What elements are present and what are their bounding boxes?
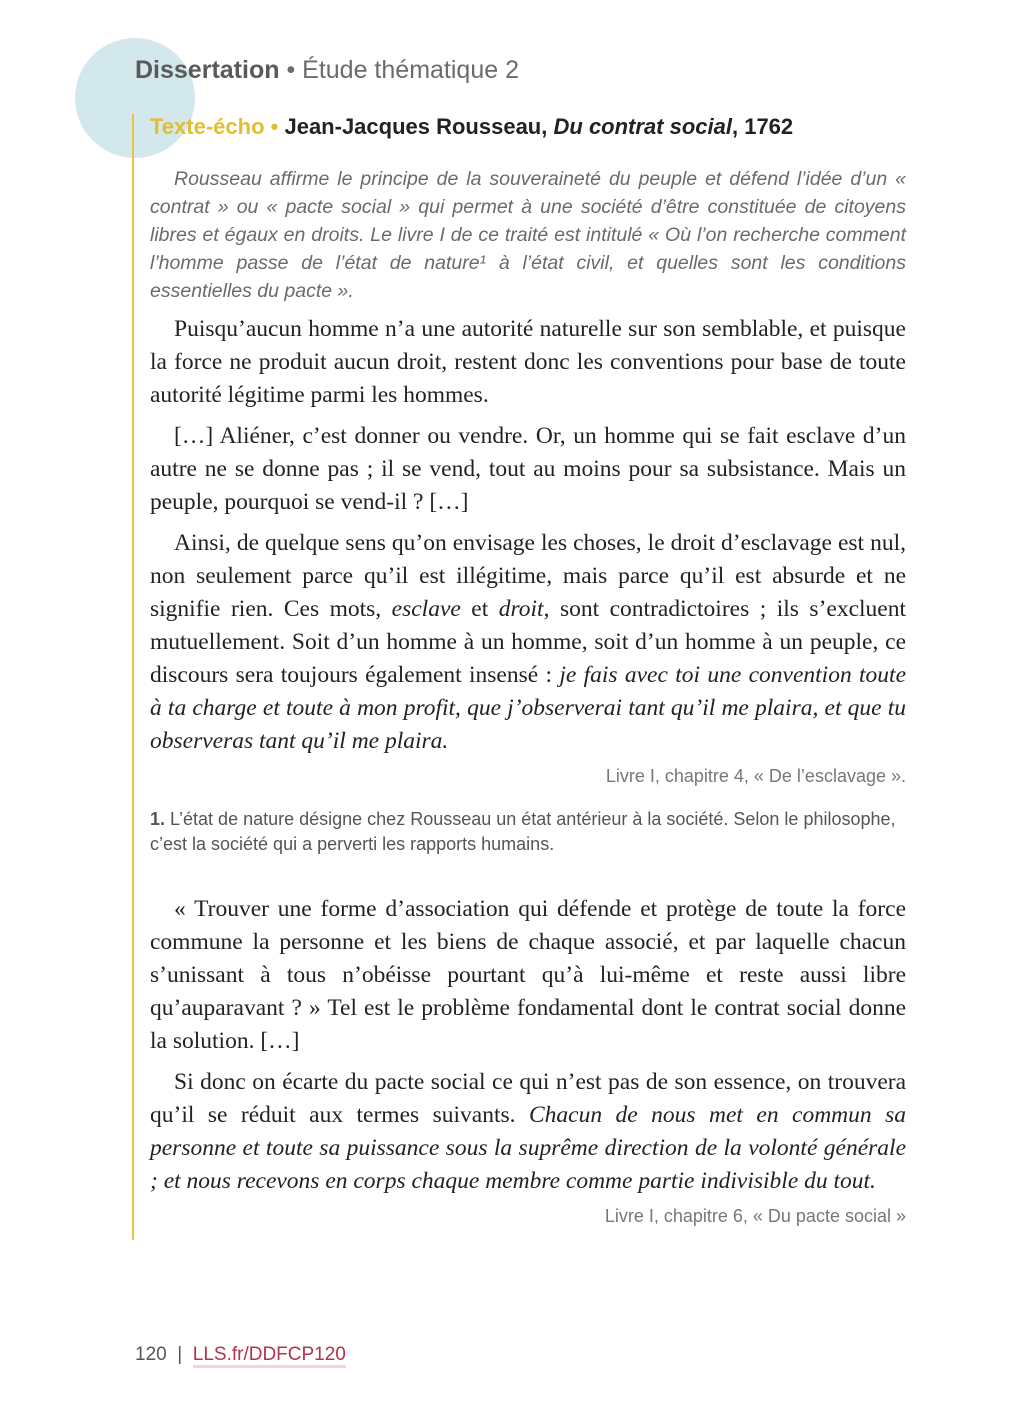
extract-1-source: Livre I, chapitre 4, « De l’esclavage ».	[605, 766, 906, 786]
title-year: , 1762	[731, 114, 794, 139]
text-run: , sont contradictoires ; ils s’excluent mutuellement. Soit d’un homme à un homme, soit d’un homme à un peuple, ce discours sera toujours également insensé :	[150, 596, 906, 688]
footnote-text: L’état de nature désigne chez Rousseau un état antérieur à la société. Selon le philosophe, c’est la société qui a perverti les rapports humains.	[150, 809, 896, 854]
italic-text: Chacun de nous met en commun sa personne et toute sa puissance sous la suprême direction de la volonté générale ; et nous recevons en corps chaque membre comme partie indivisible du tout.	[150, 1102, 906, 1194]
paragraph	[150, 420, 906, 519]
paragraph	[150, 527, 906, 758]
italic-text: droit	[498, 596, 544, 622]
subsection-label: Étude thématique 2	[302, 56, 519, 84]
title-work: Du contrat social	[553, 114, 732, 139]
paragraph	[150, 1066, 906, 1198]
text-run: […] Aliéner, c’est donner ou vendre. Or, un homme qui se fait esclave d’un autre ne se donne pas ; il se vend, tout au moins pour sa subsistance. Mais un peuple, pourquoi se vend-il ? […]	[150, 423, 906, 515]
footer-separator: |	[177, 1344, 183, 1365]
title-tag: Texte-écho	[150, 114, 265, 139]
paragraph	[150, 313, 906, 412]
text-run: Si donc on écarte du pacte social ce qui n’est pas de son essence, on trouvera qu’il se réduit aux termes suivants.	[150, 1069, 906, 1128]
footnote	[150, 807, 906, 857]
title-separator: •	[270, 114, 279, 139]
text-run: et	[460, 596, 499, 622]
title-author: Jean-Jacques Rousseau,	[284, 114, 548, 139]
italic-text: je fais avec toi une convention toute à ta charge et toute à mon profit, que j’observerai tant qu’il me plaira, et que tu observeras tant qu’il me plaira.	[150, 662, 906, 754]
page-number: 120	[135, 1344, 167, 1365]
page-header	[135, 56, 519, 85]
accent-bar	[132, 114, 134, 1240]
footnote-number: 1.	[150, 809, 166, 829]
paragraph	[150, 893, 906, 1058]
italic-text: esclave	[391, 596, 461, 622]
intro-text: Rousseau affirme le principe de la souveraineté du peuple et défend l’idée d’un « contrat » ou « pacte social » qui permet à une société d’être constituée de citoyens libres et égaux en droits. Le livre I de ce traité est intitulé « Où l’on recherche comment l’homme passe de l’état de nature¹ à l’état civil, et quelles sont les conditions essentielles du pacte ».	[150, 168, 906, 302]
text-run: « Trouver une forme d’association qui défende et protège de toute la force commune la personne et les biens de chaque associé, et par laquelle chacun s’unissant à tous n’obéisse pourtant qu’à lui-même et reste aussi libre qu’auparavant ? » Tel est le problème fondamental dont le contrat social donne la solution. […]	[150, 896, 906, 1054]
text-run: Ainsi, de quelque sens qu’on envisage les choses, le droit d’esclavage est nul, non seulement parce qu’il est illégitime, mais parce qu’il est absurde et ne signifie rien. Ces mots,	[150, 530, 906, 622]
extract-1	[150, 313, 906, 758]
header-separator: •	[286, 56, 296, 84]
extract-2-source: Livre I, chapitre 6, « Du pacte social »	[604, 1206, 906, 1226]
section-label: Dissertation	[135, 56, 280, 84]
extract-2	[150, 893, 906, 1198]
text-run: Puisqu’aucun homme n’a une autorité naturelle sur son semblable, et puisque la force ne produit aucun droit, restent donc les conventions pour base de toute autorité légitime parmi les hommes.	[150, 316, 906, 408]
page-footer	[135, 1344, 346, 1366]
text-title	[150, 114, 793, 140]
text-content	[150, 165, 906, 1247]
resource-link[interactable]: LLS.fr/DDFCP120	[193, 1344, 346, 1368]
